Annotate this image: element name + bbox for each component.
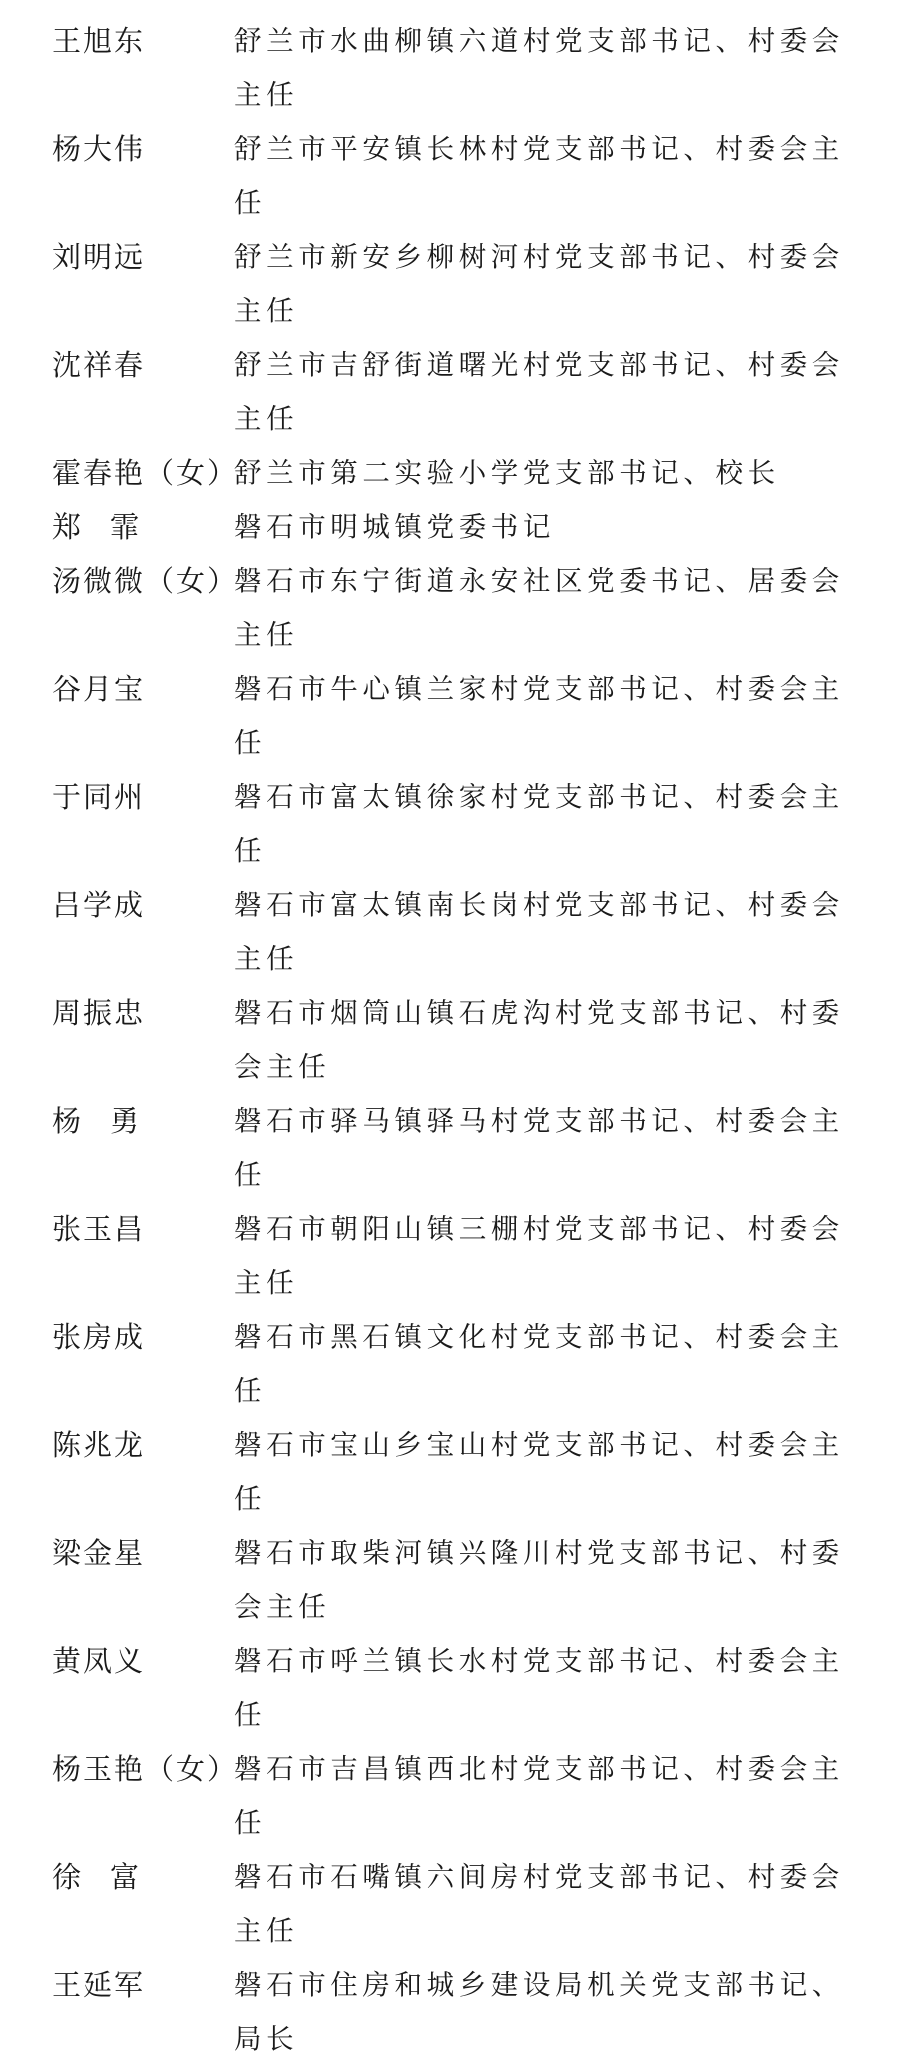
person-name: 王延军 xyxy=(52,1968,146,2002)
honoree-list xyxy=(0,14,900,2066)
list-item xyxy=(0,1526,900,1634)
person-name: 王旭东 xyxy=(52,24,146,58)
person-title: 磐石市朝阳山镇三棚村党支部书记、村委会主任 xyxy=(234,1213,844,1299)
person-title: 磐石市宝山乡宝山村党支部书记、村委会主任 xyxy=(234,1429,844,1515)
person-title: 舒兰市吉舒街道曙光村党支部书记、村委会主任 xyxy=(234,349,844,435)
list-item xyxy=(0,878,900,986)
person-title: 磐石市烟筒山镇石虎沟村党支部书记、村委会主任 xyxy=(234,997,844,1083)
person-name: 杨勇 xyxy=(52,1104,169,1138)
list-item xyxy=(0,1634,900,1742)
person-title: 舒兰市新安乡柳树河村党支部书记、村委会主任 xyxy=(234,241,844,327)
person-title: 磐石市取柴河镇兴隆川村党支部书记、村委会主任 xyxy=(234,1537,844,1623)
list-item xyxy=(0,1094,900,1202)
person-title: 磐石市富太镇徐家村党支部书记、村委会主任 xyxy=(234,781,844,867)
person-name: 黄凤义 xyxy=(52,1644,146,1678)
person-name: 杨大伟 xyxy=(52,132,146,166)
list-item xyxy=(0,1418,900,1526)
list-item xyxy=(0,770,900,878)
person-title: 磐石市明城镇党委书记 xyxy=(234,511,555,543)
list-item xyxy=(0,662,900,770)
list-item xyxy=(0,338,900,446)
person-title: 磐石市富太镇南长岗村党支部书记、村委会主任 xyxy=(234,889,844,975)
person-name: 梁金星 xyxy=(52,1536,146,1570)
person-name: 徐富 xyxy=(52,1860,169,1894)
person-name: 霍春艳（女） xyxy=(52,456,239,490)
list-item xyxy=(0,122,900,230)
list-item xyxy=(0,500,900,554)
person-name: 谷月宝 xyxy=(52,672,146,706)
person-name: 杨玉艳（女） xyxy=(52,1752,239,1786)
person-name: 陈兆龙 xyxy=(52,1428,146,1462)
person-name: 周振忠 xyxy=(52,996,146,1030)
list-item xyxy=(0,986,900,1094)
person-name: 张房成 xyxy=(52,1320,146,1354)
person-title: 磐石市牛心镇兰家村党支部书记、村委会主任 xyxy=(234,673,844,759)
person-title: 磐石市黑石镇文化村党支部书记、村委会主任 xyxy=(234,1321,844,1407)
person-name: 汤微微（女） xyxy=(52,564,239,598)
person-name: 郑霏 xyxy=(52,510,169,544)
person-title: 磐石市石嘴镇六间房村党支部书记、村委会主任 xyxy=(234,1861,844,1947)
person-title: 舒兰市水曲柳镇六道村党支部书记、村委会主任 xyxy=(234,25,844,111)
list-item xyxy=(0,14,900,122)
list-item xyxy=(0,1958,900,2066)
list-item xyxy=(0,446,900,500)
person-title: 磐石市住房和城乡建设局机关党支部书记、局长 xyxy=(234,1969,844,2055)
list-item xyxy=(0,1310,900,1418)
person-title: 舒兰市第二实验小学党支部书记、校长 xyxy=(234,457,780,489)
person-title: 磐石市驿马镇驿马村党支部书记、村委会主任 xyxy=(234,1105,844,1191)
person-title: 磐石市吉昌镇西北村党支部书记、村委会主任 xyxy=(234,1753,844,1839)
person-name: 沈祥春 xyxy=(52,348,146,382)
person-name: 刘明远 xyxy=(52,240,146,274)
list-item xyxy=(0,230,900,338)
list-item xyxy=(0,1202,900,1310)
person-name: 张玉昌 xyxy=(52,1212,146,1246)
person-name: 吕学成 xyxy=(52,888,146,922)
person-title: 磐石市东宁街道永安社区党委书记、居委会主任 xyxy=(234,565,844,651)
person-title: 磐石市呼兰镇长水村党支部书记、村委会主任 xyxy=(234,1645,844,1731)
list-item xyxy=(0,1850,900,1958)
person-name: 于同州 xyxy=(52,780,146,814)
list-item xyxy=(0,554,900,662)
list-item xyxy=(0,1742,900,1850)
person-title: 舒兰市平安镇长林村党支部书记、村委会主任 xyxy=(234,133,844,219)
